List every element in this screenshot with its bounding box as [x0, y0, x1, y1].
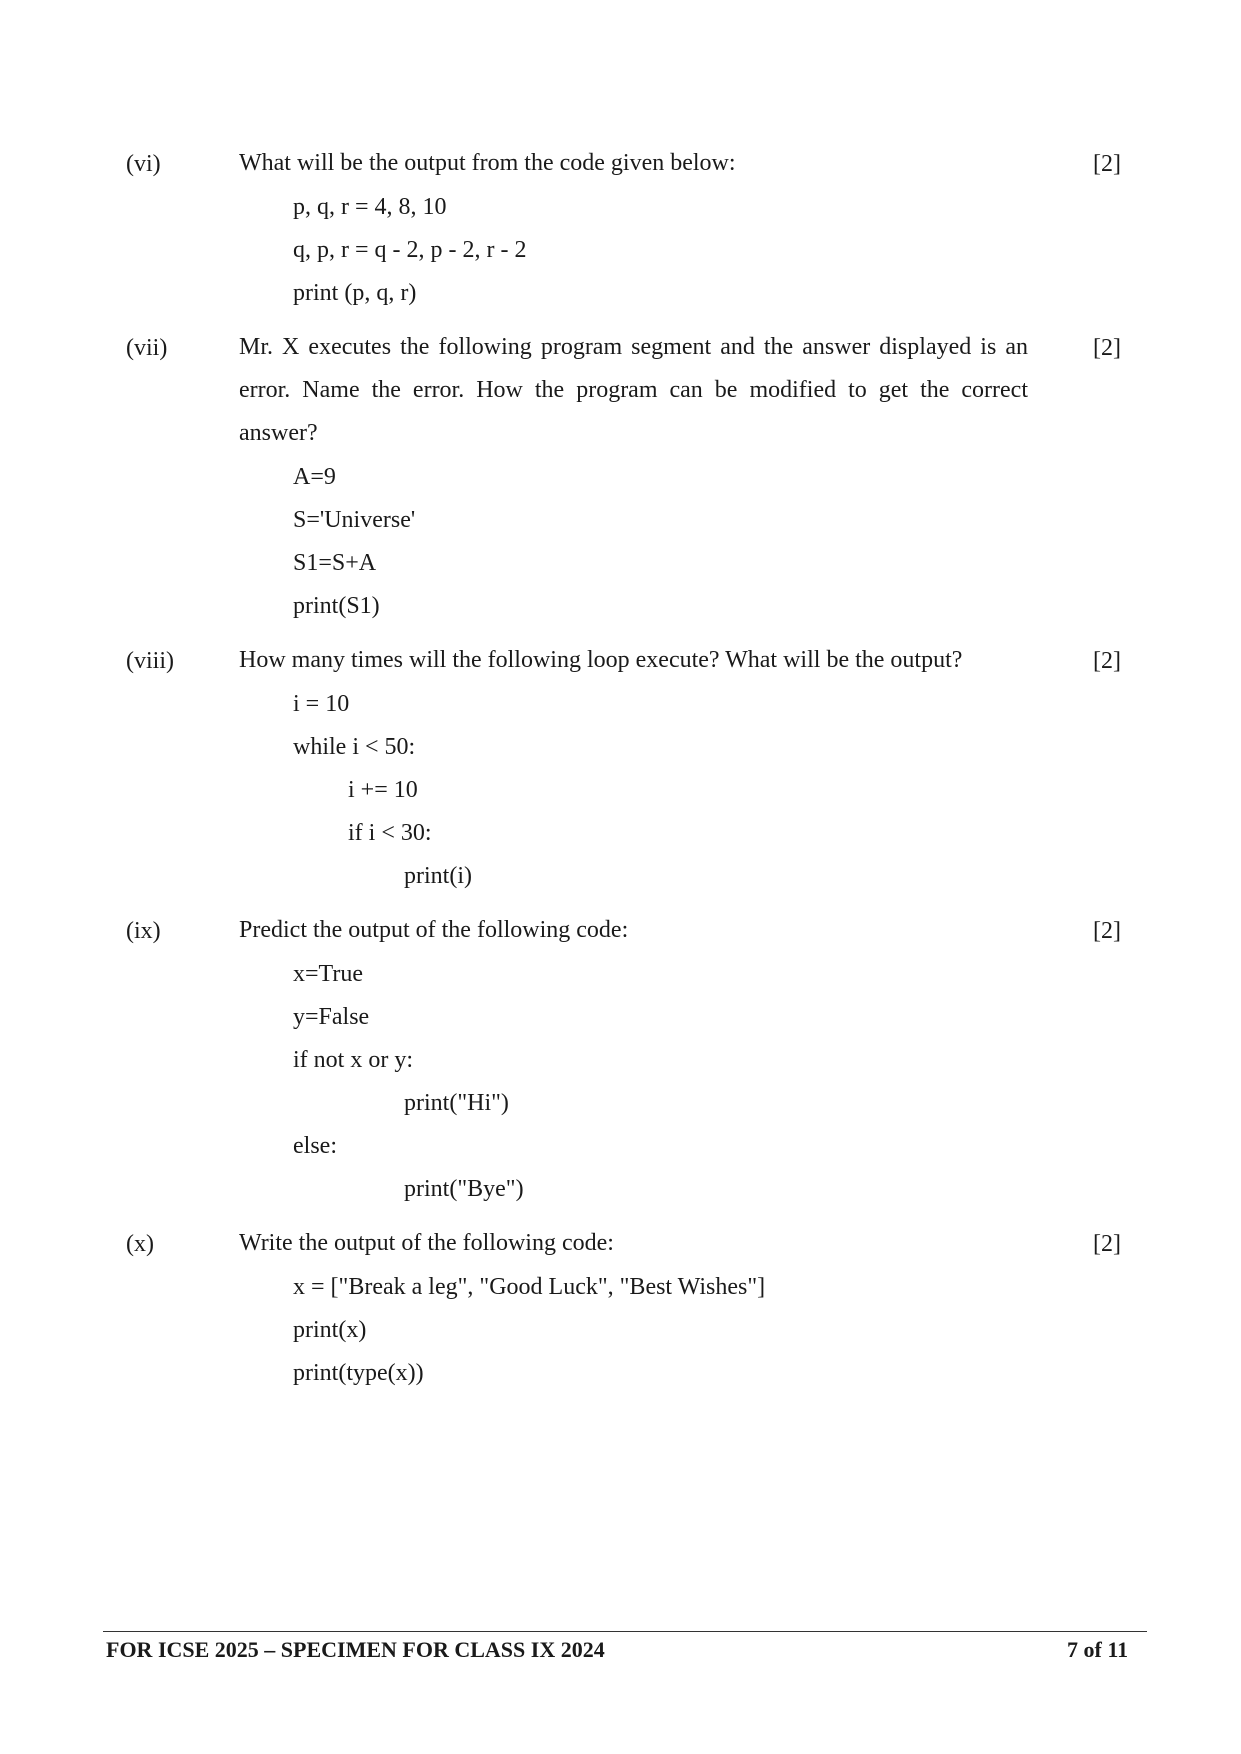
- code-line: print("Bye"): [404, 1176, 524, 1202]
- question-marks: [2]: [1093, 1231, 1121, 1257]
- footer-divider: [103, 1631, 1147, 1632]
- code-line: print(S1): [293, 593, 380, 619]
- question-number: (x): [126, 1231, 154, 1257]
- code-line: p, q, r = 4, 8, 10: [293, 194, 447, 220]
- code-line: A=9: [293, 464, 336, 490]
- question-text: [239, 142, 1028, 185]
- question-text: [239, 326, 1028, 455]
- code-line: S='Universe': [293, 507, 416, 533]
- question-number: (vii): [126, 335, 168, 361]
- code-line: i = 10: [293, 691, 350, 717]
- code-line: print("Hi"): [404, 1090, 509, 1116]
- question-marks: [2]: [1093, 151, 1121, 177]
- question-text: [239, 909, 1028, 952]
- question-number: (vi): [126, 151, 161, 177]
- code-line: print(i): [404, 863, 472, 889]
- code-line: y=False: [293, 1004, 370, 1030]
- code-line: if not x or y:: [293, 1047, 413, 1073]
- code-line: while i < 50:: [293, 734, 416, 760]
- question-number: (viii): [126, 648, 174, 674]
- question-number: (ix): [126, 918, 161, 944]
- question-marks: [2]: [1093, 918, 1121, 944]
- question-text: [239, 639, 1028, 682]
- question-text: [239, 1222, 1028, 1265]
- footer-title: FOR ICSE 2025 – SPECIMEN FOR CLASS IX 2024: [106, 1637, 605, 1662]
- code-line: print(type(x)): [293, 1360, 424, 1386]
- question-marks: [2]: [1093, 648, 1121, 674]
- code-line: S1=S+A: [293, 550, 377, 576]
- question-text-line: answer?: [239, 420, 318, 446]
- question-text-line: Mr. X executes the following program segment and the answer displayed is an: [239, 334, 1028, 360]
- code-line: if i < 30:: [348, 820, 432, 846]
- code-line: print(x): [293, 1317, 367, 1343]
- question-text-line: Predict the output of the following code:: [239, 917, 629, 943]
- code-line: i += 10: [348, 777, 418, 803]
- code-line: print (p, q, r): [293, 280, 417, 306]
- question-text-line: Write the output of the following code:: [239, 1230, 614, 1256]
- page-number: 7 of 11: [1067, 1637, 1129, 1662]
- question-text-line: How many times will the following loop execute? What will be the output?: [239, 647, 963, 673]
- question-text-line: What will be the output from the code given below:: [239, 150, 736, 176]
- question-marks: [2]: [1093, 335, 1121, 361]
- question-text-line: error. Name the error. How the program can be modified to get the correct: [239, 377, 1028, 403]
- code-line: x=True: [293, 961, 363, 987]
- code-line: else:: [293, 1133, 337, 1159]
- code-line: x = ["Break a leg", "Good Luck", "Best Wishes"]: [293, 1274, 766, 1300]
- code-line: q, p, r = q - 2, p - 2, r - 2: [293, 237, 527, 263]
